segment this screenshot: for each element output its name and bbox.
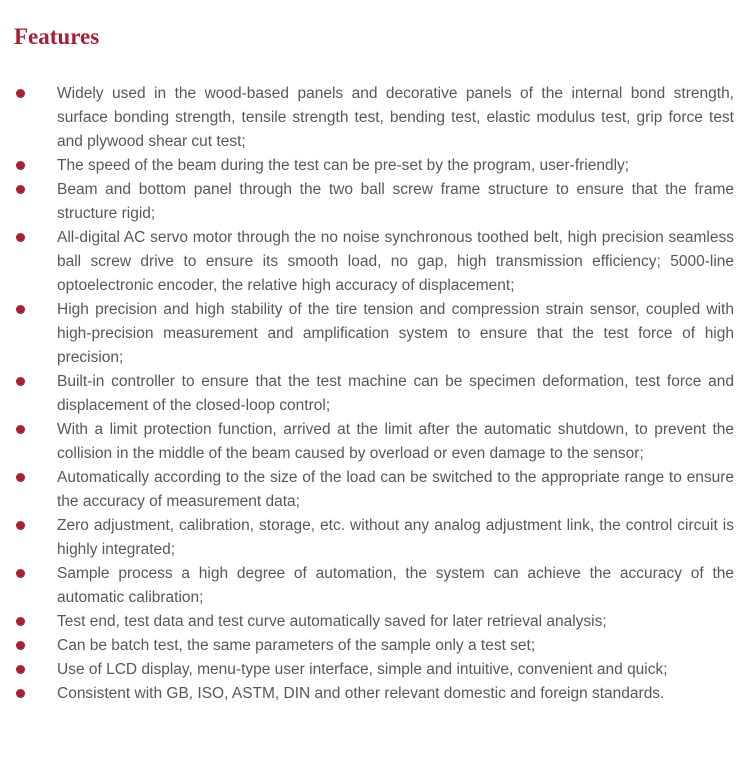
feature-text: Consistent with GB, ISO, ASTM, DIN and other relevant domestic and foreign standards.: [57, 684, 665, 702]
feature-text: Widely used in the wood-based panels and decorative panels of the internal bond strength, surface bonding strength, tensile strength test, bending test, elastic modulus test, grip force test and plywood shear cut test;: [57, 84, 734, 150]
feature-text: Use of LCD display, menu-type user interface, simple and intuitive, convenient and quick;: [57, 660, 668, 678]
feature-text: Can be batch test, the same parameters of the sample only a test set;: [57, 636, 536, 654]
feature-text: High precision and high stability of the tire tension and compression strain sensor, coupled with high-precision measurement and amplification system to ensure that the test force of high precision;: [57, 300, 734, 366]
feature-text: All-digital AC servo motor through the no noise synchronous toothed belt, high precision seamless ball screw drive to ensure its smooth load, no gap, high transmission efficiency; 5000-line optoelectronic encoder, the relative high accuracy of displacement;: [57, 228, 734, 294]
feature-text: Sample process a high degree of automation, the system can achieve the accuracy of the automatic calibration;: [57, 564, 734, 606]
bullet-icon: [16, 617, 25, 626]
feature-text: Beam and bottom panel through the two ball screw frame structure to ensure that the frame structure rigid;: [57, 180, 734, 222]
list-item: [57, 466, 734, 514]
list-item: [57, 562, 734, 610]
list-item: [57, 682, 734, 706]
list-item: [57, 226, 734, 298]
bullet-icon: [16, 665, 25, 674]
feature-text: Built-in controller to ensure that the test machine can be specimen deformation, test force and displacement of the closed-loop control;: [57, 372, 734, 414]
feature-text: Zero adjustment, calibration, storage, etc. without any analog adjustment link, the control circuit is highly integrated;: [57, 516, 734, 558]
list-item: [57, 154, 734, 178]
list-item: [57, 514, 734, 562]
bullet-icon: [16, 641, 25, 650]
list-item: [57, 418, 734, 466]
bullet-icon: [16, 305, 25, 314]
feature-text: Test end, test data and test curve automatically saved for later retrieval analysis;: [57, 612, 607, 630]
feature-text: The speed of the beam during the test can be pre-set by the program, user-friendly;: [57, 156, 630, 174]
feature-text: With a limit protection function, arrived at the limit after the automatic shutdown, to prevent the collision in the middle of the beam caused by overload or even damage to the sensor;: [57, 420, 734, 462]
bullet-icon: [16, 185, 25, 194]
bullet-icon: [16, 233, 25, 242]
feature-text: Automatically according to the size of the load can be switched to the appropriate range to ensure the accuracy of measurement data;: [57, 468, 734, 510]
list-item: [57, 178, 734, 226]
bullet-icon: [16, 161, 25, 170]
page-title: Features: [14, 24, 100, 49]
features-section: [0, 23, 750, 758]
bullet-icon: [16, 89, 25, 98]
list-item: [57, 370, 734, 418]
list-item: [57, 634, 734, 658]
bullet-icon: [16, 689, 25, 698]
list-item: [57, 298, 734, 370]
bullet-icon: [16, 377, 25, 386]
list-item: [57, 82, 734, 154]
bullet-icon: [16, 569, 25, 578]
bullet-icon: [16, 425, 25, 434]
list-item: [57, 658, 734, 682]
list-item: [57, 610, 734, 634]
features-list: [0, 82, 750, 706]
bullet-icon: [16, 473, 25, 482]
bullet-icon: [16, 521, 25, 530]
